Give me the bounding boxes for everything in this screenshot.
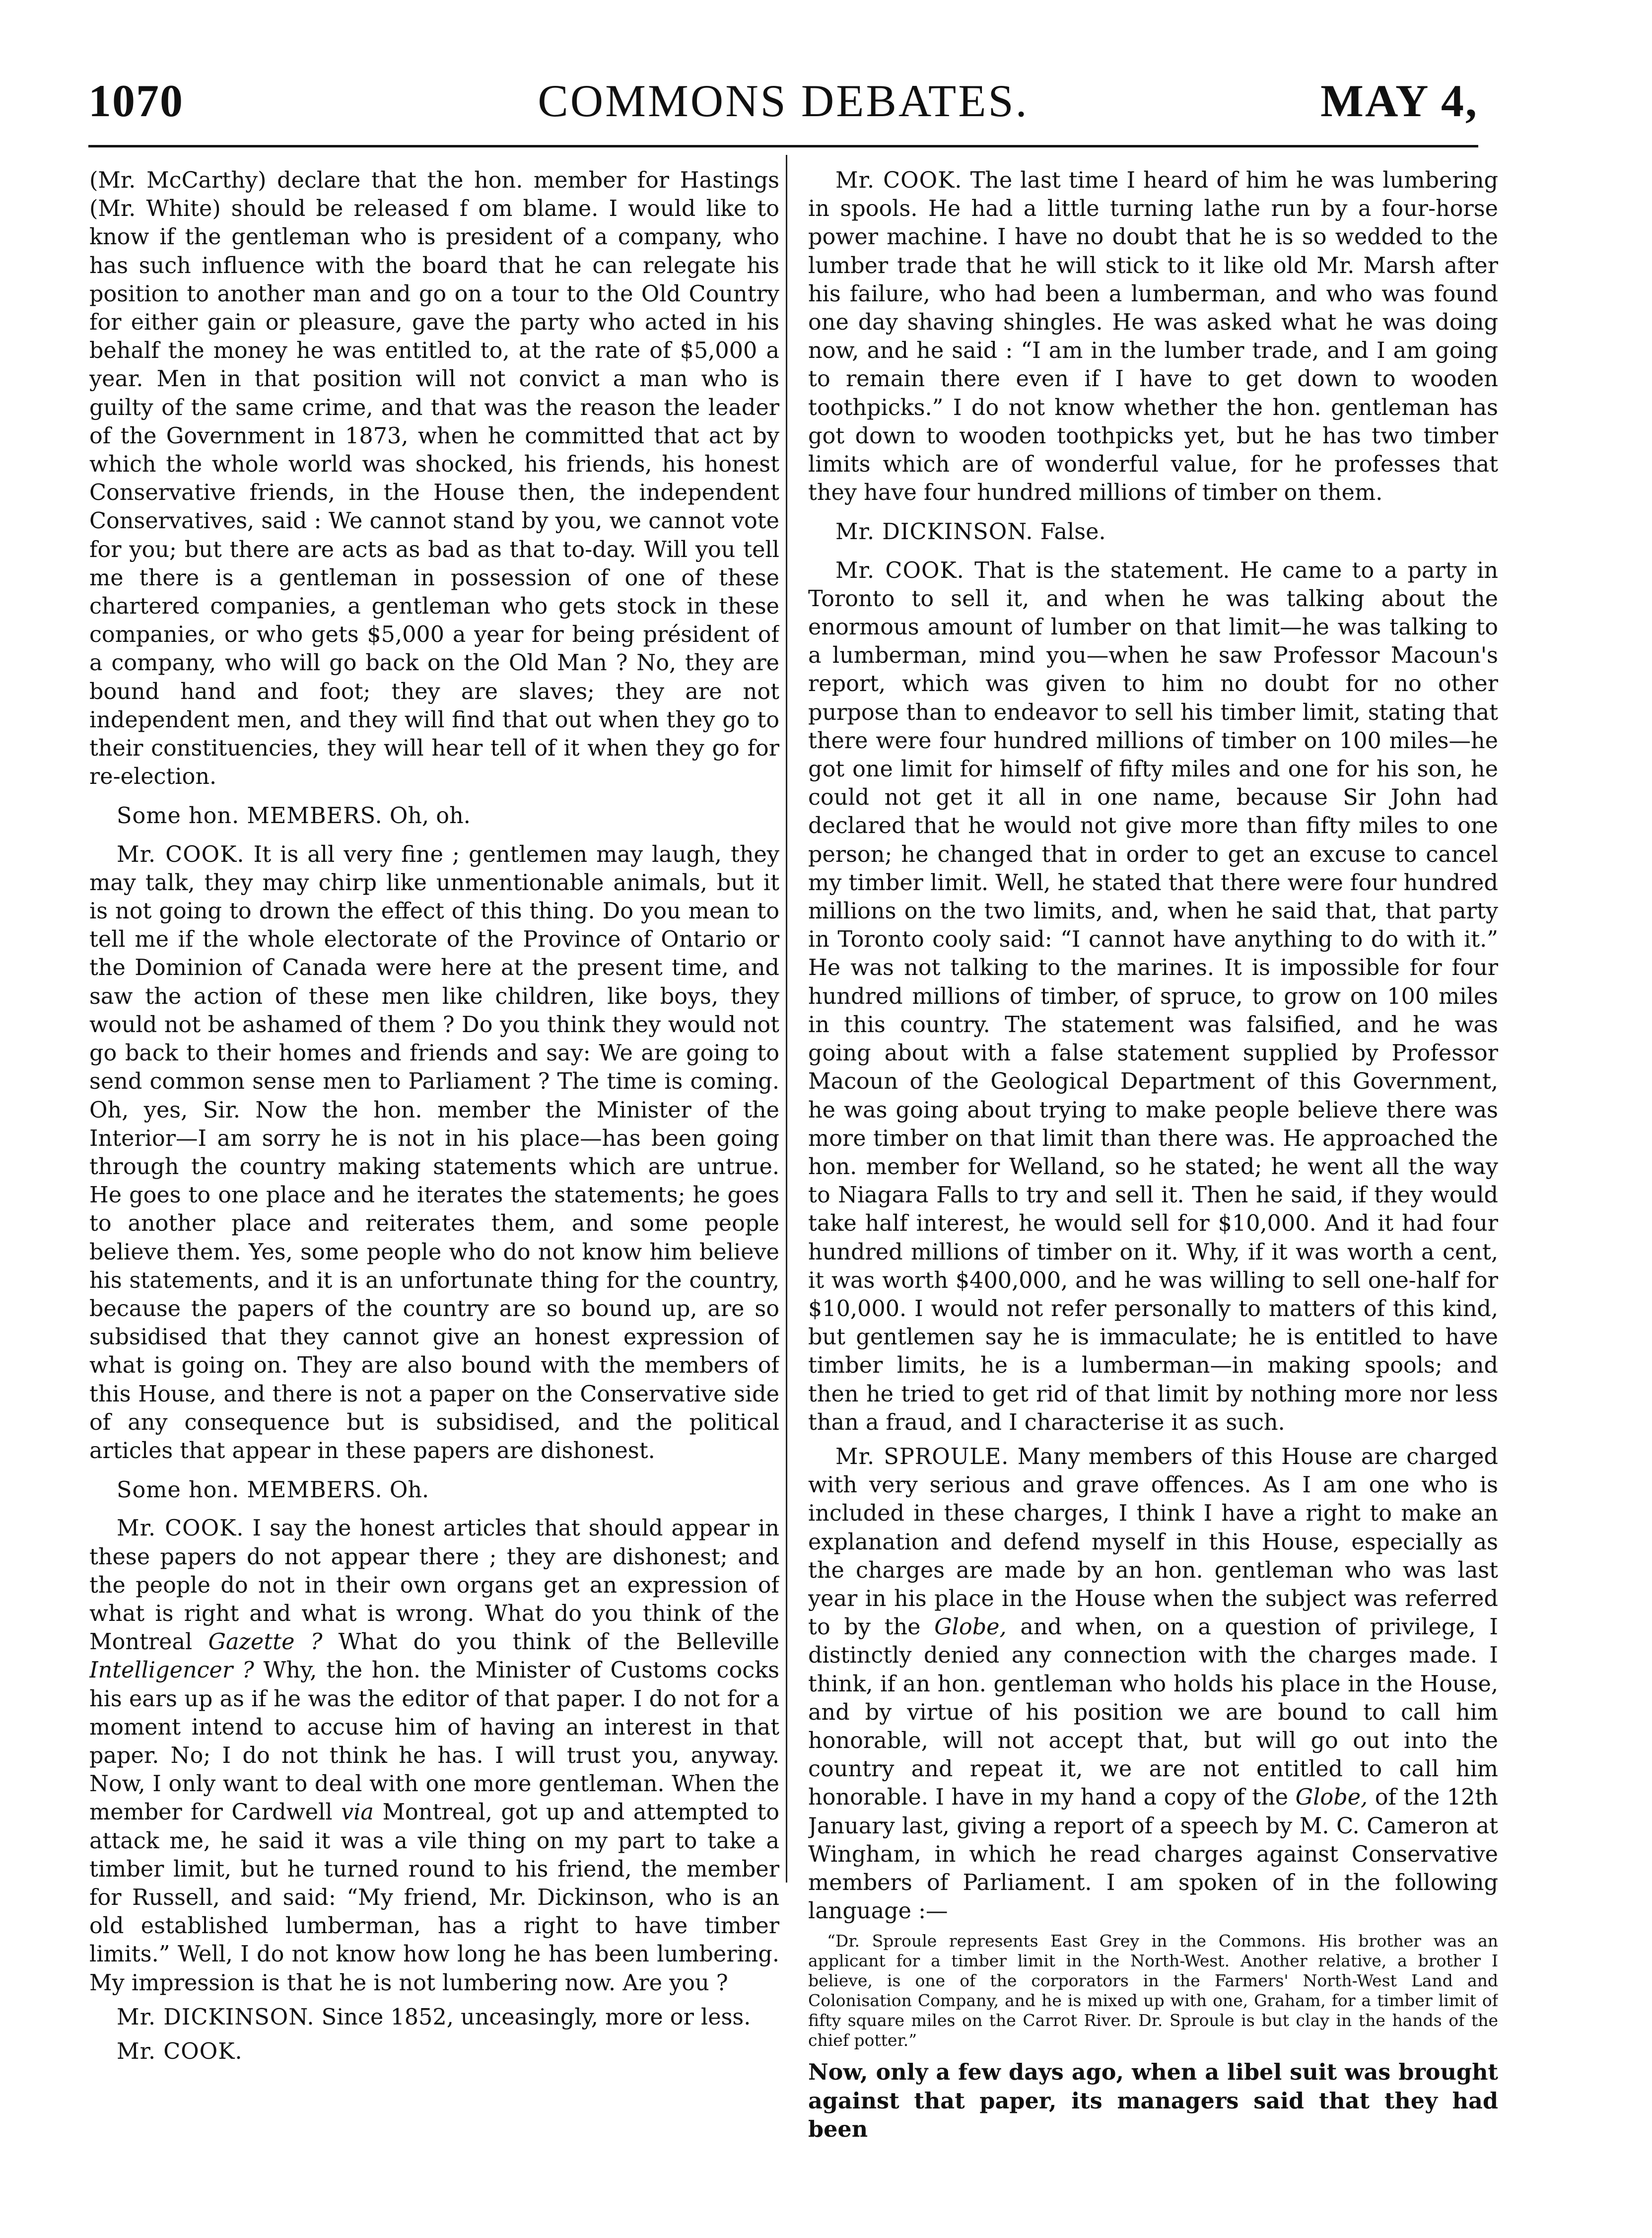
paragraph bbox=[89, 840, 779, 1465]
speaker-name: Mr. COOK. bbox=[117, 841, 245, 867]
right-column bbox=[808, 166, 1498, 2152]
speech-text: Oh, oh. bbox=[389, 803, 471, 829]
speech-text: Many members of this House are charged with very serious and grave offences. As I am one who is included in these charges, I think I have a right to make an explanation and defend myself in this House, especially as the charges are made by an hon. gentleman who was last year in his place in the House when the subject was referred to by the bbox=[808, 1444, 1498, 1640]
paragraph bbox=[89, 2003, 779, 2031]
speech-text: That is the statement. He came to a party in Toronto to sell it, and when he was talking about the enormous amount of lumber on that limit—he was talking to a lumberman, mind you—when he saw Professor Macoun's report, which was given to him no doubt for no other purpose than to endeavor to sell his timber limit, stating that there were four hundred millions of timber on 100 miles—he got one limit for himself of fifty miles and one for his son, he could not get it all in one name, because Sir John had declared that he would not give more than fifty miles to one person; he changed that in order to get an excuse to cancel my timber limit. Well, he stated that there were four hundred millions on the two limits, and, when he said that, that party in Toronto cooly said: “I cannot have anything to do with it.” He was not talking to the marines. It is impossible for four hundred millions of timber, of spruce, to grow on 100 miles in this country. The statement was falsified, and he was going about with a false statement supplied by Professor Macoun of the Geological Department of this Government, he was going about trying to make people believe there was more timber on that limit than there was. He approached the hon. member for Welland, so he stated; he went all the way to Niagara Falls to try and sell it. Then he said, if they would take half interest, he would sell for $10,000. And it had four hundred millions of timber on it. Why, if it was worth a cent, it was worth $400,000, and he was willing to sell one-half for $10,000. I would not refer personally to matters of this kind, but gentlemen say he is immaculate; he is entitled to have timber limits, he is a lumberman—in making spools; and then he tried to get rid of that limit by nothing more nor less than a fraud, and I characterise it as such. bbox=[808, 558, 1498, 1435]
speaker-name: Mr. DICKINSON. bbox=[117, 2004, 315, 2030]
speaker-name: Mr. SPROULE. bbox=[835, 1444, 1009, 1469]
speech-text: It is all very fine ; gentlemen may laugh, they may talk, they may chirp like unmentionable animals, but it is not going to drown the effect of this thing. Do you mean to tell me if the whole electorate of the Province of Ontario or the Dominion of Canada were here at the present time, and saw the action of these men like children, like boys, they would not be ashamed of them ? Do you think they would not go back to their homes and friends and say: We are going to send common sense men to Parliament ? The time is coming. Oh, yes, Sir. Now the hon. member the Minister of the Interior—I am sorry he is not in his place—has been going through the country making statements which are untrue. He goes to one place and he iterates the statements; he goes to another place and reiterates them, and some people believe them. Yes, some people who do not know him believe his statements, and it is an unfortunate thing for the country, because the papers of the country are so bound up, are so subsidised that they cannot give an honest expression of what is going on. They are also bound with the members of this House, and there is not a paper on the Conservative side of any consequence but is subsidised, and the political articles that appear in these papers are dishonest. bbox=[89, 841, 779, 1464]
paragraph: Now, only a few days ago, when a libel suit was brought against that paper, its managers said that they had been bbox=[808, 2059, 1498, 2142]
page-date: MAY 4, bbox=[1320, 75, 1478, 126]
speech-text: Why, the hon. the Minister of Customs cocks his ears up as if he was the editor of that paper. I do not for a moment intend to accuse him of having an interest in that paper. No; I do not think he has. I will trust you, anyway. Now, I only want to deal with one more gentleman. When the member for Cardwell bbox=[89, 1658, 779, 1825]
page-header bbox=[88, 74, 1478, 139]
speech-text: and when, on a question of privilege, I distinctly denied any connection with the charges made. I think, if an hon. gentleman who holds his place in the House, and by virtue of his position we are bound to call him honorable, will not accept that, but will go out into the country and repeat it, we are not entitled to call him honorable. I have in my hand a copy of the bbox=[808, 1614, 1498, 1811]
newspaper-title: Globe, bbox=[934, 1614, 1007, 1640]
speech-text: Since 1852, unceasingly, more or less. bbox=[321, 2004, 751, 2030]
paragraph: (Mr. McCarthy) declare that the hon. member for Hastings (Mr. White) should be released f om blame. I would like to know if the gentleman who is president of a company, who has such influence with the board that he can relegate his position to another man and go on a tour to the Old Country for either gain or pleasure, gave the party who acted in his behalf the money he was entitled to, at the rate of $5,000 a year. Men in that position will not convict a man who is guilty of the same crime, and that was the reason the leader of the Government in 1873, when he committed that act by which the whole world was shocked, his friends, his honest Conservative friends, in the House then, the independent Conservatives, said : We cannot stand by you, we cannot vote for you; but there are acts as bad as that to-day. Will you tell me there is a gentleman in possession of one of these chartered companies, a gentleman who gets stock in these companies, or who gets $5,000 a year for being président of a company, who will go back on the Old Man ? No, they are bound hand and foot; they are slaves; they are not independent men, and they will find that out when they go to their constituencies, they will hear tell of it when they go for re-election. bbox=[89, 168, 779, 790]
paragraph bbox=[89, 2037, 779, 2066]
paragraph bbox=[808, 557, 1498, 1437]
speech-text: of the 12th January last, giving a report of a speech by M. C. Cameron at Wingham, in which he read charges against Conservative members of Parliament. I am spoken of in the following language :— bbox=[808, 1785, 1498, 1924]
speech-text: The last time I heard of him he was lumbering in spools. He had a little turning lathe run by a four-horse power machine. I have no doubt that he is so wedded to the lumber trade that he will stick to it like old Mr. Marsh after his failure, who had been a lumberman, and who was found one day shaving shingles. He was asked what he was doing now, and he said : “I am in the lumber trade, and I am going to remain there even if I have to get down to wooden toothpicks.” I do not know whether the hon. gentleman has got down to wooden toothpicks yet, but he has two timber limits which are of wonderful value, for he professes that they have four hundred millions of timber on them. bbox=[808, 168, 1498, 506]
speaker-name: Mr. COOK. bbox=[117, 2039, 243, 2064]
page-title: COMMONS DEBATES. bbox=[538, 75, 1029, 126]
newspaper-title: Intelligencer ? bbox=[89, 1658, 254, 1683]
speaker-name: Mr. COOK. bbox=[835, 168, 963, 193]
paragraph bbox=[808, 1443, 1498, 1925]
column-divider bbox=[786, 155, 787, 1883]
speaker-name: Mr. COOK. bbox=[117, 1516, 244, 1541]
speaker-name: Some hon. MEMBERS. bbox=[117, 803, 383, 829]
block-quote: “Dr. Sproule represents East Grey in the Commons. His brother was an applicant for a timber limit in the North-West. Another relative, a brother I believe, is one of the corporators in the Farmers' North-West Land and Colonisation Company, and he is mixed up with one, Graham, for a timber limit of fifty square miles on the Carrot River. Dr. Sproule is but clay in the hands of the chief potter.” bbox=[808, 1931, 1498, 2050]
speech-text: I say the honest articles that should appear in these papers do not appear there ; they are dishonest; and the people do not in their own organs get an expression of what is right and what is wrong. What do you think of the Montreal bbox=[89, 1516, 779, 1655]
newspaper-title: Globe, bbox=[1295, 1785, 1368, 1811]
header-rule bbox=[88, 145, 1478, 147]
speech-text: Oh. bbox=[389, 1477, 429, 1503]
paragraph bbox=[89, 1514, 779, 1997]
speaker-name: Some hon. MEMBERS. bbox=[117, 1477, 383, 1503]
left-column bbox=[89, 166, 779, 2152]
paragraph bbox=[89, 802, 779, 830]
speech-text: False. bbox=[1040, 519, 1106, 545]
newspaper-title: Gazette ? bbox=[208, 1629, 323, 1655]
paragraph bbox=[808, 166, 1498, 507]
paragraph bbox=[808, 518, 1498, 546]
speaker-name: Mr. DICKINSON. bbox=[835, 519, 1033, 545]
speaker-name: Mr. COOK. bbox=[835, 558, 964, 583]
speech-text: Montreal, got up and attempted to attack me, he said it was a vile thing on my part to take a timber limit, but he turned round to his friend, the member for Russell, and said: “My friend, Mr. Dickinson, who is an old established lumberman, has a right to have timber limits.” Well, I do not know how long he has been lumbering. My impression is that he is not lumbering now. Are you ? bbox=[89, 1800, 779, 1996]
page-number: 1070 bbox=[88, 75, 184, 126]
speech-text: What do you think of the Belleville bbox=[338, 1629, 779, 1655]
paragraph bbox=[89, 1476, 779, 1504]
italic-word: via bbox=[341, 1800, 374, 1825]
